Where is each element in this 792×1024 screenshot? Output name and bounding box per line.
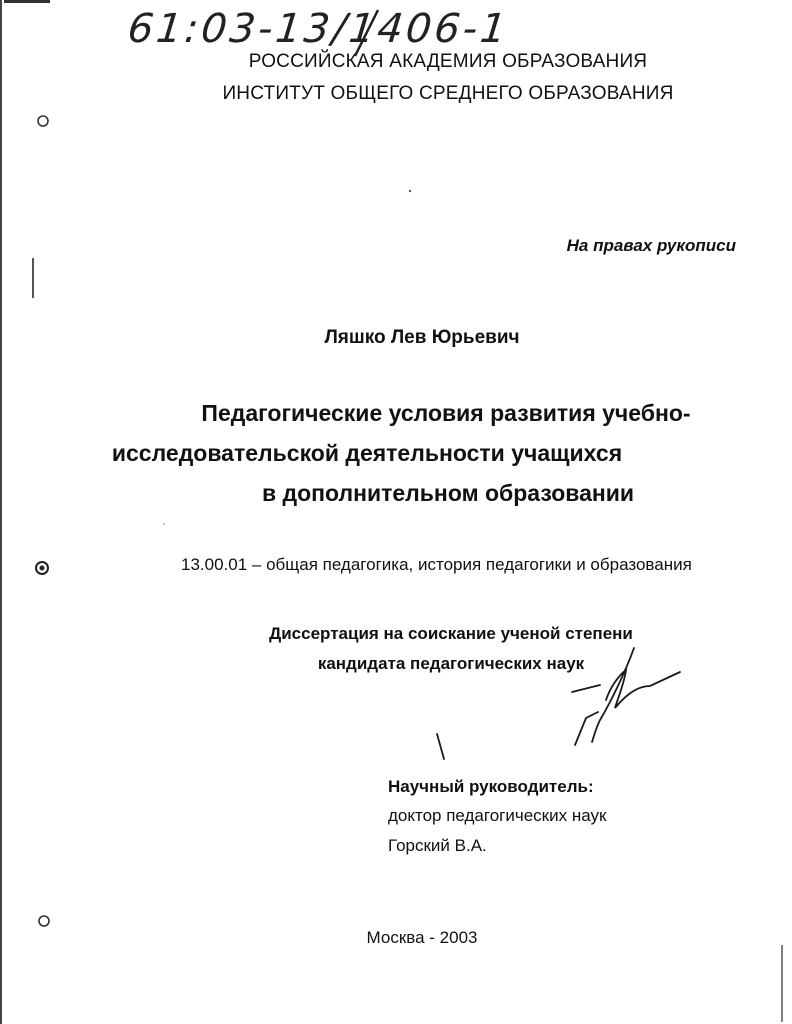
specialty-code: 13.00.01 – общая педагогика, история педагогики и образования — [181, 555, 692, 574]
scan-speck — [409, 190, 411, 192]
supervisor-heading: Научный руководитель: — [388, 777, 594, 796]
hole-punch-icon — [39, 916, 49, 926]
supervisor-degree: доктор педагогических наук — [388, 806, 607, 825]
degree-statement-line-2: кандидата педагогических наук — [317, 654, 585, 673]
degree-statement-line-1: Диссертация на соискание ученой степени — [269, 624, 633, 643]
top-corner-mark — [4, 0, 50, 3]
author-name: Ляшко Лев Юрьевич — [324, 327, 520, 348]
manuscript-rights-note: На правах рукописи — [566, 236, 736, 255]
handwritten-stamp-number: 61:03-13/1406-1 — [125, 6, 512, 52]
organization-line-2: ИНСТИТУТ ОБЩЕГО СРЕДНЕГО ОБРАЗОВАНИЯ — [222, 83, 674, 104]
dissertation-title-line-1: Педагогические условия развития учебно- — [201, 400, 691, 426]
left-border-line — [0, 0, 2, 1024]
dissertation-title-line-3: в дополнительном образовании — [261, 480, 635, 506]
supervisor-name: Горский В.А. — [388, 836, 487, 855]
organization-line-1: РОССИЙСКАЯ АКАДЕМИЯ ОБРАЗОВАНИЯ — [248, 51, 648, 72]
hole-punch-icon — [36, 562, 48, 574]
scan-speck — [163, 523, 165, 525]
dissertation-title-line-2: исследовательской деятельности учащихся — [111, 440, 623, 466]
city-year: Москва - 2003 — [366, 928, 478, 947]
margin-rule — [32, 258, 34, 298]
hole-punch-icon — [38, 116, 48, 126]
